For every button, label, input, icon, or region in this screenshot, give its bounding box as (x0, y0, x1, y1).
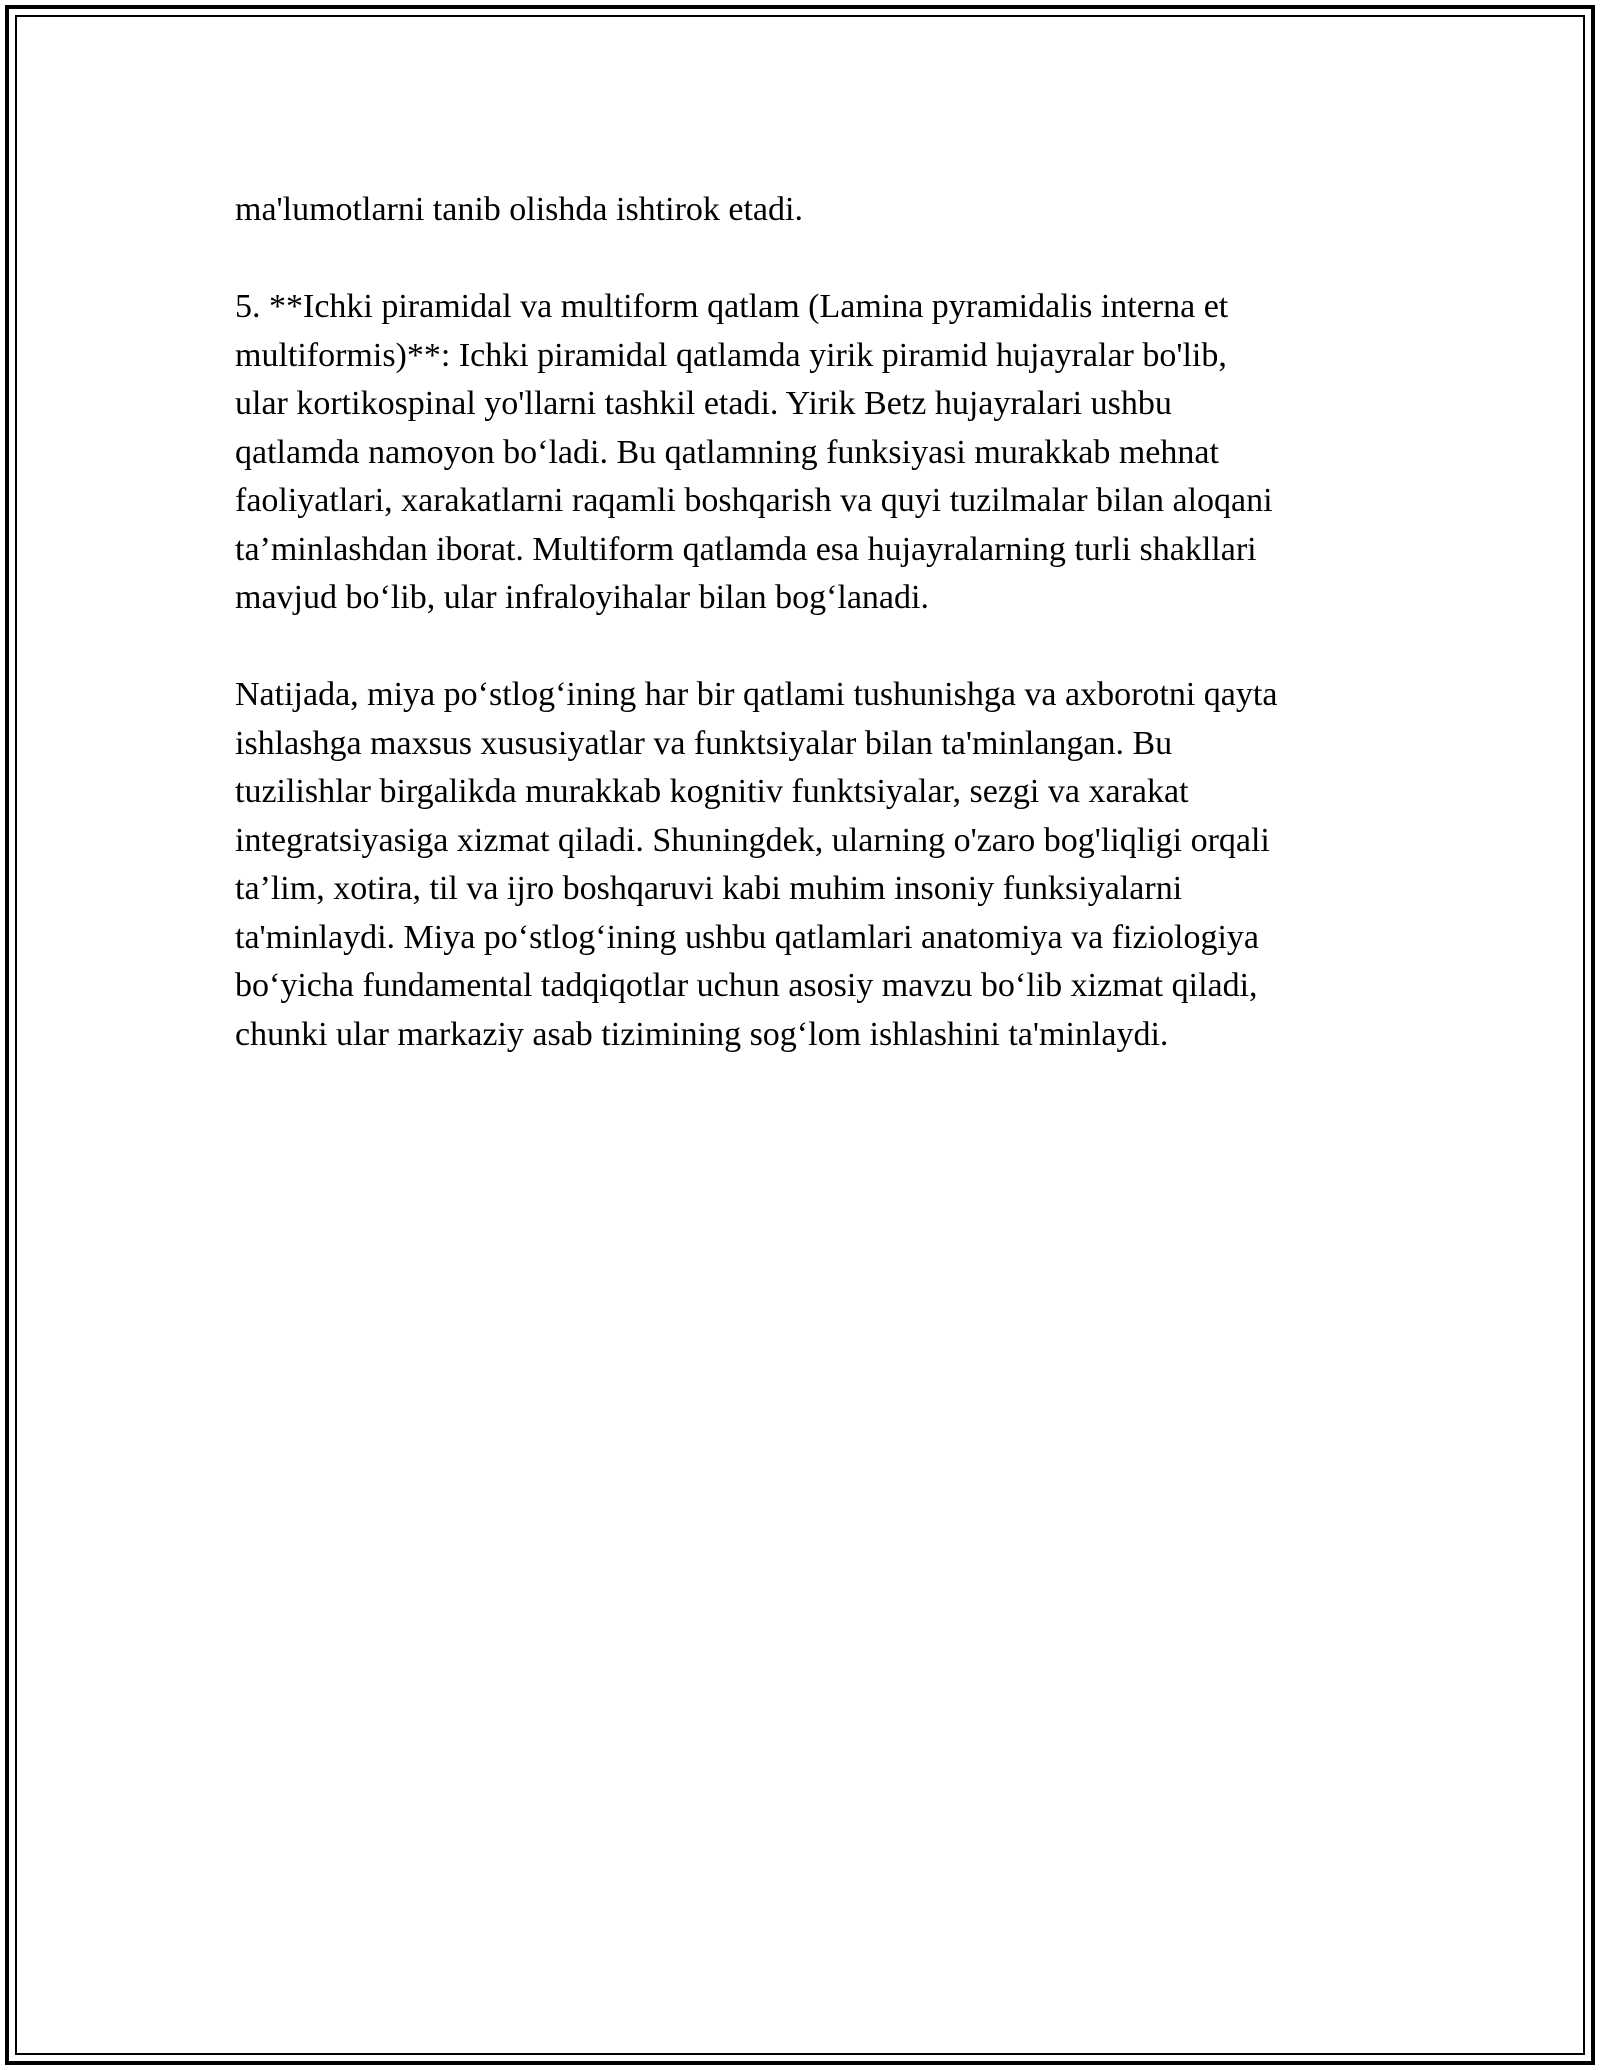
text-line: Natijada, miya po‘stlog‘ining har bir qatlami tushunishga va axborotni qayta (235, 676, 1278, 713)
paragraph-conclusion (235, 671, 1375, 1059)
text-line: ta’lim, xotira, til va ijro boshqaruvi kabi muhim insoniy funksiyalarni (235, 870, 1183, 907)
text-line: 5. **Ichki piramidal va multiform qatlam (Lamina pyramidalis interna et (235, 288, 1229, 325)
text-line: ular kortikospinal yo'llarni tashkil etadi. Yirik Betz hujayralari ushbu (235, 385, 1172, 422)
text-line: chunki ular markaziy asab tizimining sog‘lom ishlashini ta'minlaydi. (235, 1015, 1169, 1053)
paragraph-item-5 (235, 283, 1375, 623)
paragraph-continuation (235, 186, 1375, 235)
text-line: integratsiyasiga xizmat qiladi. Shuningdek, ularning o'zaro bog'liqligi orqali (235, 821, 1270, 859)
text-line: qatlamda namoyon bo‘ladi. Bu qatlamning funksiyasi murakkab mehnat (235, 433, 1219, 471)
text-line: faoliyatlari, xarakatlarni raqamli boshqarish va quyi tuzilmalar bilan aloqani (235, 482, 1273, 519)
text-line: ma'lumotlarni tanib olishda ishtirok etadi. (235, 191, 803, 228)
text-line: tuzilishlar birgalikda murakkab kognitiv funktsiyalar, sezgi va xarakat (235, 773, 1189, 810)
text-line: mavjud bo‘lib, ular infraloyihalar bilan bog‘lanadi. (235, 579, 929, 616)
text-line: ta’minlashdan iborat. Multiform qatlamda esa hujayralarning turli shakllari (235, 530, 1257, 568)
text-line: multiformis)**: Ichki piramidal qatlamda yirik piramid hujayralar bo'lib, (235, 336, 1227, 374)
text-line: ta'minlaydi. Miya po‘stlog‘ining ushbu qatlamlari anatomiya va fiziologiya (235, 918, 1260, 956)
document-body (235, 186, 1375, 1108)
text-line: bo‘yicha fundamental tadqiqotlar uchun asosiy mavzu bo‘lib xizmat qiladi, (235, 967, 1258, 1004)
text-line: ishlashga maxsus xususiyatlar va funktsiyalar bilan ta'minlangan. Bu (235, 724, 1173, 762)
